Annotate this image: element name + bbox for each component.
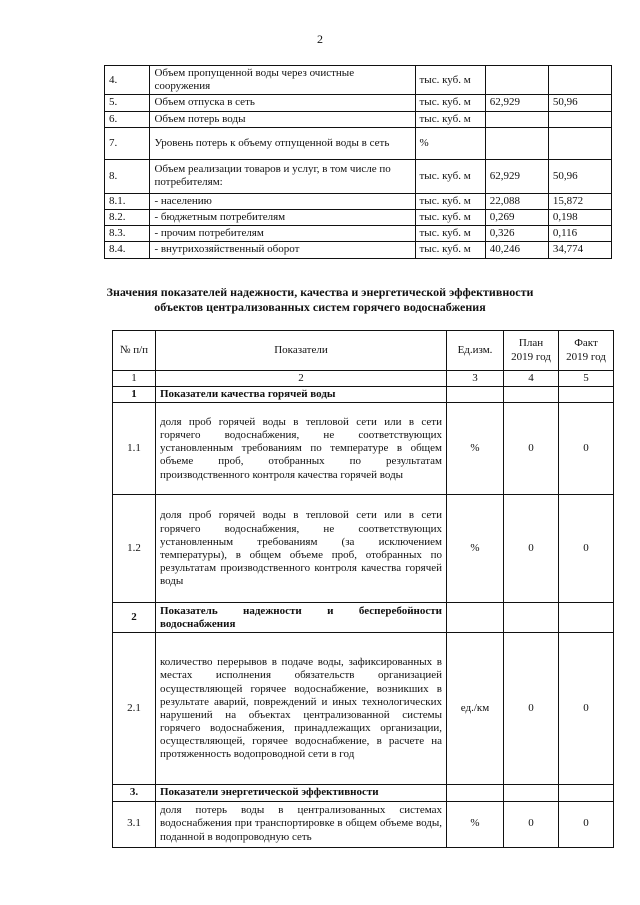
section-number: 2	[113, 603, 156, 633]
row-plan: 0	[504, 403, 559, 495]
row-number: 8.1.	[105, 193, 150, 209]
heading-line-1: Значения показателей надежности, качества и энергетической эффективности	[106, 285, 534, 299]
row-unit: тыс. куб. м	[415, 111, 485, 127]
row-number: 1.1	[113, 403, 156, 495]
row-plan: 0	[504, 801, 559, 847]
row-fact: 0	[559, 801, 614, 847]
table-row	[105, 159, 612, 193]
row-plan: 0	[504, 633, 559, 785]
header-name: Показатели	[156, 331, 447, 371]
row-fact: 50,96	[548, 159, 611, 193]
row-number: 3.1	[113, 801, 156, 847]
row-unit: тыс. куб. м	[415, 66, 485, 95]
header-num: № п/п	[113, 331, 156, 371]
row-number: 2.1	[113, 633, 156, 785]
section-row	[113, 387, 614, 403]
row-name: доля проб горячей воды в тепловой сети или в сети горячего водоснабжения, не соответствующих установленным требованиям (за исключением температуры), в общем объеме проб, отобранных по результатам производственного контроля качества горячей воды	[156, 495, 447, 603]
col-number: 5	[559, 371, 614, 387]
row-name: Объем реализации товаров и услуг, в том числе по потребителям:	[150, 159, 415, 193]
water-volume-table	[104, 65, 612, 259]
row-plan: 22,088	[485, 193, 548, 209]
section-heading	[0, 285, 640, 315]
row-plan: 62,929	[485, 159, 548, 193]
row-name: Объем пропущенной воды через очистные сооружения	[150, 66, 415, 95]
row-unit: тыс. куб. м	[415, 242, 485, 258]
row-number: 4.	[105, 66, 150, 95]
row-name: количество перерывов в подаче воды, зафиксированных в местах исполнения обязательств организацией осуществляющей горячее водоснабжение, возникших в результате аварий, повреждений и иных технологических нарушений на объектах централизованной системы горячего водоснабжения, принадлежащих организации, осуществляющей, горячее водоснабжение, в расчете на протяженность водопроводной сети в год	[156, 633, 447, 785]
row-fact: 34,774	[548, 242, 611, 258]
section-row	[113, 785, 614, 801]
row-unit: тыс. куб. м	[415, 226, 485, 242]
row-plan	[485, 66, 548, 95]
row-name: доля проб горячей воды в тепловой сети или в сети горячего водоснабжения, не соответствующих установленным требованиям по температуре в общем объеме проб, отобранных по результатам производственного контроля качества горячей воды	[156, 403, 447, 495]
row-fact: 50,96	[548, 95, 611, 111]
header-unit: Ед.изм.	[447, 331, 504, 371]
row-fact: 0,116	[548, 226, 611, 242]
row-unit: тыс. куб. м	[415, 209, 485, 225]
row-name: Объем отпуска в сеть	[150, 95, 415, 111]
row-number: 8.2.	[105, 209, 150, 225]
table-row	[105, 111, 612, 127]
row-plan	[485, 111, 548, 127]
row-unit: ед./км	[447, 633, 504, 785]
row-name: доля потерь воды в централизованных системах водоснабжения при транспортировке в общем объеме воды, поданной в водопроводную сеть	[156, 801, 447, 847]
row-name: - населению	[150, 193, 415, 209]
col-number: 4	[504, 371, 559, 387]
row-name: - внутрихозяйственный оборот	[150, 242, 415, 258]
row-plan: 0,269	[485, 209, 548, 225]
row-number: 8.4.	[105, 242, 150, 258]
row-fact: 0	[559, 403, 614, 495]
row-fact	[548, 66, 611, 95]
row-plan: 0,326	[485, 226, 548, 242]
section-number: 3.	[113, 785, 156, 801]
header-row	[113, 331, 614, 371]
heading-line-2: объектов централизованных систем горячего водоснабжения	[154, 300, 486, 314]
row-number: 6.	[105, 111, 150, 127]
table-row	[105, 209, 612, 225]
indicators-table	[112, 330, 614, 848]
header-fact: Факт 2019 год	[559, 331, 614, 371]
table-row	[113, 403, 614, 495]
row-number: 5.	[105, 95, 150, 111]
row-unit: тыс. куб. м	[415, 193, 485, 209]
section-number: 1	[113, 387, 156, 403]
table-row	[105, 127, 612, 159]
row-number: 1.2	[113, 495, 156, 603]
row-number: 8.	[105, 159, 150, 193]
row-name: - прочим потребителям	[150, 226, 415, 242]
row-number: 8.3.	[105, 226, 150, 242]
row-unit: %	[447, 403, 504, 495]
row-unit: тыс. куб. м	[415, 95, 485, 111]
col-number: 3	[447, 371, 504, 387]
row-fact: 15,872	[548, 193, 611, 209]
table-row	[105, 193, 612, 209]
row-name: Уровень потерь к объему отпущенной воды в сеть	[150, 127, 415, 159]
row-fact: 0,198	[548, 209, 611, 225]
table-row	[105, 226, 612, 242]
section-title: Показатели энергетической эффективности	[156, 785, 447, 801]
col-number: 1	[113, 371, 156, 387]
table-row	[105, 95, 612, 111]
table-row	[113, 633, 614, 785]
column-number-row	[113, 371, 614, 387]
table-row	[113, 801, 614, 847]
row-number: 7.	[105, 127, 150, 159]
row-fact	[548, 127, 611, 159]
header-plan: План 2019 год	[504, 331, 559, 371]
row-plan: 40,246	[485, 242, 548, 258]
section-row	[113, 603, 614, 633]
row-plan: 0	[504, 495, 559, 603]
row-unit: %	[415, 127, 485, 159]
row-fact	[548, 111, 611, 127]
section-title: Показатель надежности и бесперебойности водоснабжения	[156, 603, 447, 633]
row-plan	[485, 127, 548, 159]
row-plan: 62,929	[485, 95, 548, 111]
table-row	[113, 495, 614, 603]
table-row	[105, 242, 612, 258]
row-fact: 0	[559, 633, 614, 785]
row-unit: %	[447, 495, 504, 603]
row-unit: %	[447, 801, 504, 847]
row-unit: тыс. куб. м	[415, 159, 485, 193]
section-title: Показатели качества горячей воды	[156, 387, 447, 403]
table-row	[105, 66, 612, 95]
col-number: 2	[156, 371, 447, 387]
row-fact: 0	[559, 495, 614, 603]
page-number: 2	[317, 32, 323, 46]
row-name: Объем потерь воды	[150, 111, 415, 127]
row-name: - бюджетным потребителям	[150, 209, 415, 225]
